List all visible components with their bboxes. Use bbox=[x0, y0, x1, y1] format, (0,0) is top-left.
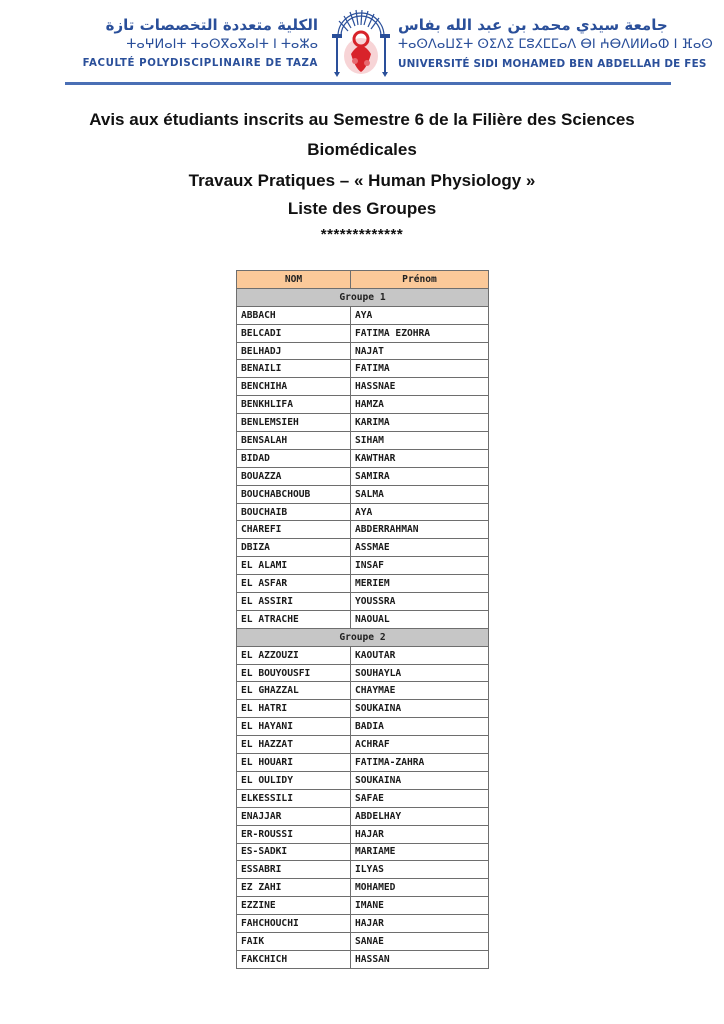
cell-nom: EZZINE bbox=[237, 897, 351, 915]
cell-prenom: FATIMA bbox=[351, 360, 489, 378]
cell-prenom: YOUSSRA bbox=[351, 593, 489, 611]
cell-prenom: SALMA bbox=[351, 485, 489, 503]
table-row bbox=[237, 861, 489, 879]
cell-nom: EL ASFAR bbox=[237, 575, 351, 593]
cell-nom: CHAREFI bbox=[237, 521, 351, 539]
cell-prenom: SAMIRA bbox=[351, 467, 489, 485]
cell-prenom: SOUHAYLA bbox=[351, 664, 489, 682]
cell-nom: BENKHLIFA bbox=[237, 396, 351, 414]
cell-prenom: MOHAMED bbox=[351, 879, 489, 897]
cell-prenom: FATIMA EZOHRA bbox=[351, 324, 489, 342]
letterhead bbox=[0, 0, 724, 90]
cell-prenom: SAFAE bbox=[351, 789, 489, 807]
cell-prenom: NAOUAL bbox=[351, 610, 489, 628]
table-row bbox=[237, 467, 489, 485]
notice-title-line-2: Biomédicales bbox=[307, 140, 417, 159]
column-header-nom: NOM bbox=[237, 271, 351, 289]
cell-nom: EL HAYANI bbox=[237, 718, 351, 736]
table-row bbox=[237, 932, 489, 950]
cell-nom: FAIK bbox=[237, 932, 351, 950]
table-row bbox=[237, 414, 489, 432]
group-label: Groupe 1 bbox=[237, 288, 489, 306]
university-name-arabic: جامعة سيدي محمد بن عبد الله بفاس bbox=[398, 16, 668, 34]
cell-prenom: HAMZA bbox=[351, 396, 489, 414]
cell-nom: EZ ZAHI bbox=[237, 879, 351, 897]
cell-nom: ES-SADKI bbox=[237, 843, 351, 861]
table-row bbox=[237, 789, 489, 807]
cell-prenom: SOUKAINA bbox=[351, 700, 489, 718]
table-row bbox=[237, 771, 489, 789]
cell-prenom: INSAF bbox=[351, 557, 489, 575]
table-row bbox=[237, 378, 489, 396]
cell-prenom: KARIMA bbox=[351, 414, 489, 432]
cell-nom: BOUCHABCHOUB bbox=[237, 485, 351, 503]
table-row bbox=[237, 539, 489, 557]
cell-nom: BIDAD bbox=[237, 449, 351, 467]
table-row bbox=[237, 879, 489, 897]
table-row bbox=[237, 950, 489, 968]
cell-prenom: IMANE bbox=[351, 897, 489, 915]
table-row bbox=[237, 360, 489, 378]
table-row bbox=[237, 807, 489, 825]
faculty-name-tifinagh: ⵜⴰⵖⵍⴰⵏⵜ ⵜⴰⵙⴳⴰⴳⴰⵏⵜ ⵏ ⵜⴰⵣⴰ bbox=[126, 37, 318, 52]
cell-nom: EL OULIDY bbox=[237, 771, 351, 789]
cell-nom: EL GHAZZAL bbox=[237, 682, 351, 700]
cell-prenom: MARIAME bbox=[351, 843, 489, 861]
cell-prenom: AYA bbox=[351, 503, 489, 521]
table-row bbox=[237, 736, 489, 754]
cell-nom: FAKCHICH bbox=[237, 950, 351, 968]
cell-nom: EL BOUYOUSFI bbox=[237, 664, 351, 682]
faculty-name-arabic: الكلية متعددة التخصصات تازة bbox=[105, 16, 318, 34]
table-row bbox=[237, 915, 489, 933]
cell-nom: FAHCHOUCHI bbox=[237, 915, 351, 933]
cell-nom: ESSABRI bbox=[237, 861, 351, 879]
separator-stars: ************* bbox=[320, 226, 404, 243]
cell-nom: BELHADJ bbox=[237, 342, 351, 360]
table-row bbox=[237, 718, 489, 736]
cell-prenom: HAJAR bbox=[351, 825, 489, 843]
table-row bbox=[237, 843, 489, 861]
cell-prenom: KAOUTAR bbox=[351, 646, 489, 664]
cell-prenom: ACHRAF bbox=[351, 736, 489, 754]
cell-prenom: HASSAN bbox=[351, 950, 489, 968]
table-row bbox=[237, 575, 489, 593]
column-header-prenom: Prénom bbox=[351, 271, 489, 289]
cell-prenom: ABDELHAY bbox=[351, 807, 489, 825]
university-emblem-icon bbox=[326, 6, 396, 78]
cell-prenom: AYA bbox=[351, 306, 489, 324]
cell-nom: EL AZZOUZI bbox=[237, 646, 351, 664]
table-row bbox=[237, 342, 489, 360]
table-row bbox=[237, 700, 489, 718]
group-label: Groupe 2 bbox=[237, 628, 489, 646]
table-row bbox=[237, 593, 489, 611]
cell-nom: ER-ROUSSI bbox=[237, 825, 351, 843]
table-body bbox=[237, 288, 489, 968]
cell-prenom: MERIEM bbox=[351, 575, 489, 593]
cell-prenom: SANAE bbox=[351, 932, 489, 950]
cell-prenom: HASSNAE bbox=[351, 378, 489, 396]
table-row bbox=[237, 396, 489, 414]
table-row bbox=[237, 306, 489, 324]
cell-prenom: ASSMAE bbox=[351, 539, 489, 557]
cell-nom: BENCHIHA bbox=[237, 378, 351, 396]
header-divider bbox=[65, 82, 671, 85]
group-header-row bbox=[237, 628, 489, 646]
cell-prenom: BADIA bbox=[351, 718, 489, 736]
table-row bbox=[237, 432, 489, 450]
groups-table bbox=[236, 270, 489, 969]
cell-prenom: HAJAR bbox=[351, 915, 489, 933]
table-row bbox=[237, 324, 489, 342]
table-row bbox=[237, 825, 489, 843]
table-row bbox=[237, 682, 489, 700]
cell-nom: BENSALAH bbox=[237, 432, 351, 450]
course-title: Travaux Pratiques – « Human Physiology » bbox=[188, 171, 536, 190]
list-title: Liste des Groupes bbox=[287, 199, 437, 218]
table-row bbox=[237, 449, 489, 467]
table-header-row bbox=[237, 271, 489, 289]
university-letterhead bbox=[398, 16, 713, 72]
table-row bbox=[237, 557, 489, 575]
cell-prenom: NAJAT bbox=[351, 342, 489, 360]
university-name-tifinagh: ⵜⴰⵙⴷⴰⵡⵉⵜ ⵙⵉⴷⵉ ⵎⵓⵃⵎⵎⴰⴷ ⴱⵏ ⵄⴱⴷⵍⵍⴰⵀ ⵏ ⴼⴰⵙ bbox=[398, 37, 713, 52]
cell-nom: EL HOUARI bbox=[237, 754, 351, 772]
cell-prenom: ABDERRAHMAN bbox=[351, 521, 489, 539]
table-row bbox=[237, 503, 489, 521]
cell-nom: EL ASSIRI bbox=[237, 593, 351, 611]
table-row bbox=[237, 664, 489, 682]
cell-prenom: CHAYMAE bbox=[351, 682, 489, 700]
cell-prenom: SIHAM bbox=[351, 432, 489, 450]
cell-nom: EL ATRACHE bbox=[237, 610, 351, 628]
cell-nom: EL ALAMI bbox=[237, 557, 351, 575]
group-header-row bbox=[237, 288, 489, 306]
notice-titles bbox=[40, 106, 684, 243]
university-name-latin: UNIVERSITÉ SIDI MOHAMED BEN ABDELLAH DE FES bbox=[398, 58, 707, 70]
faculty-name-latin: FACULTÉ POLYDISCIPLINAIRE DE TAZA bbox=[82, 58, 318, 69]
notice-title-line-1: Avis aux étudiants inscrits au Semestre 6 de la Filière des Sciences bbox=[89, 110, 635, 129]
cell-prenom: ILYAS bbox=[351, 861, 489, 879]
cell-nom: BENLEMSIEH bbox=[237, 414, 351, 432]
cell-prenom: KAWTHAR bbox=[351, 449, 489, 467]
cell-nom: EL HATRI bbox=[237, 700, 351, 718]
cell-nom: BELCADI bbox=[237, 324, 351, 342]
table-row bbox=[237, 897, 489, 915]
cell-prenom: SOUKAINA bbox=[351, 771, 489, 789]
table-row bbox=[237, 485, 489, 503]
table-row bbox=[237, 521, 489, 539]
cell-nom: BOUCHAIB bbox=[237, 503, 351, 521]
cell-prenom: FATIMA-ZAHRA bbox=[351, 754, 489, 772]
cell-nom: BENAILI bbox=[237, 360, 351, 378]
table-row bbox=[237, 754, 489, 772]
cell-nom: ENAJJAR bbox=[237, 807, 351, 825]
cell-nom: ELKESSILI bbox=[237, 789, 351, 807]
faculty-letterhead bbox=[60, 16, 318, 72]
cell-nom: EL HAZZAT bbox=[237, 736, 351, 754]
cell-nom: ABBACH bbox=[237, 306, 351, 324]
table-row bbox=[237, 610, 489, 628]
table-row bbox=[237, 646, 489, 664]
cell-nom: DBIZA bbox=[237, 539, 351, 557]
cell-nom: BOUAZZA bbox=[237, 467, 351, 485]
